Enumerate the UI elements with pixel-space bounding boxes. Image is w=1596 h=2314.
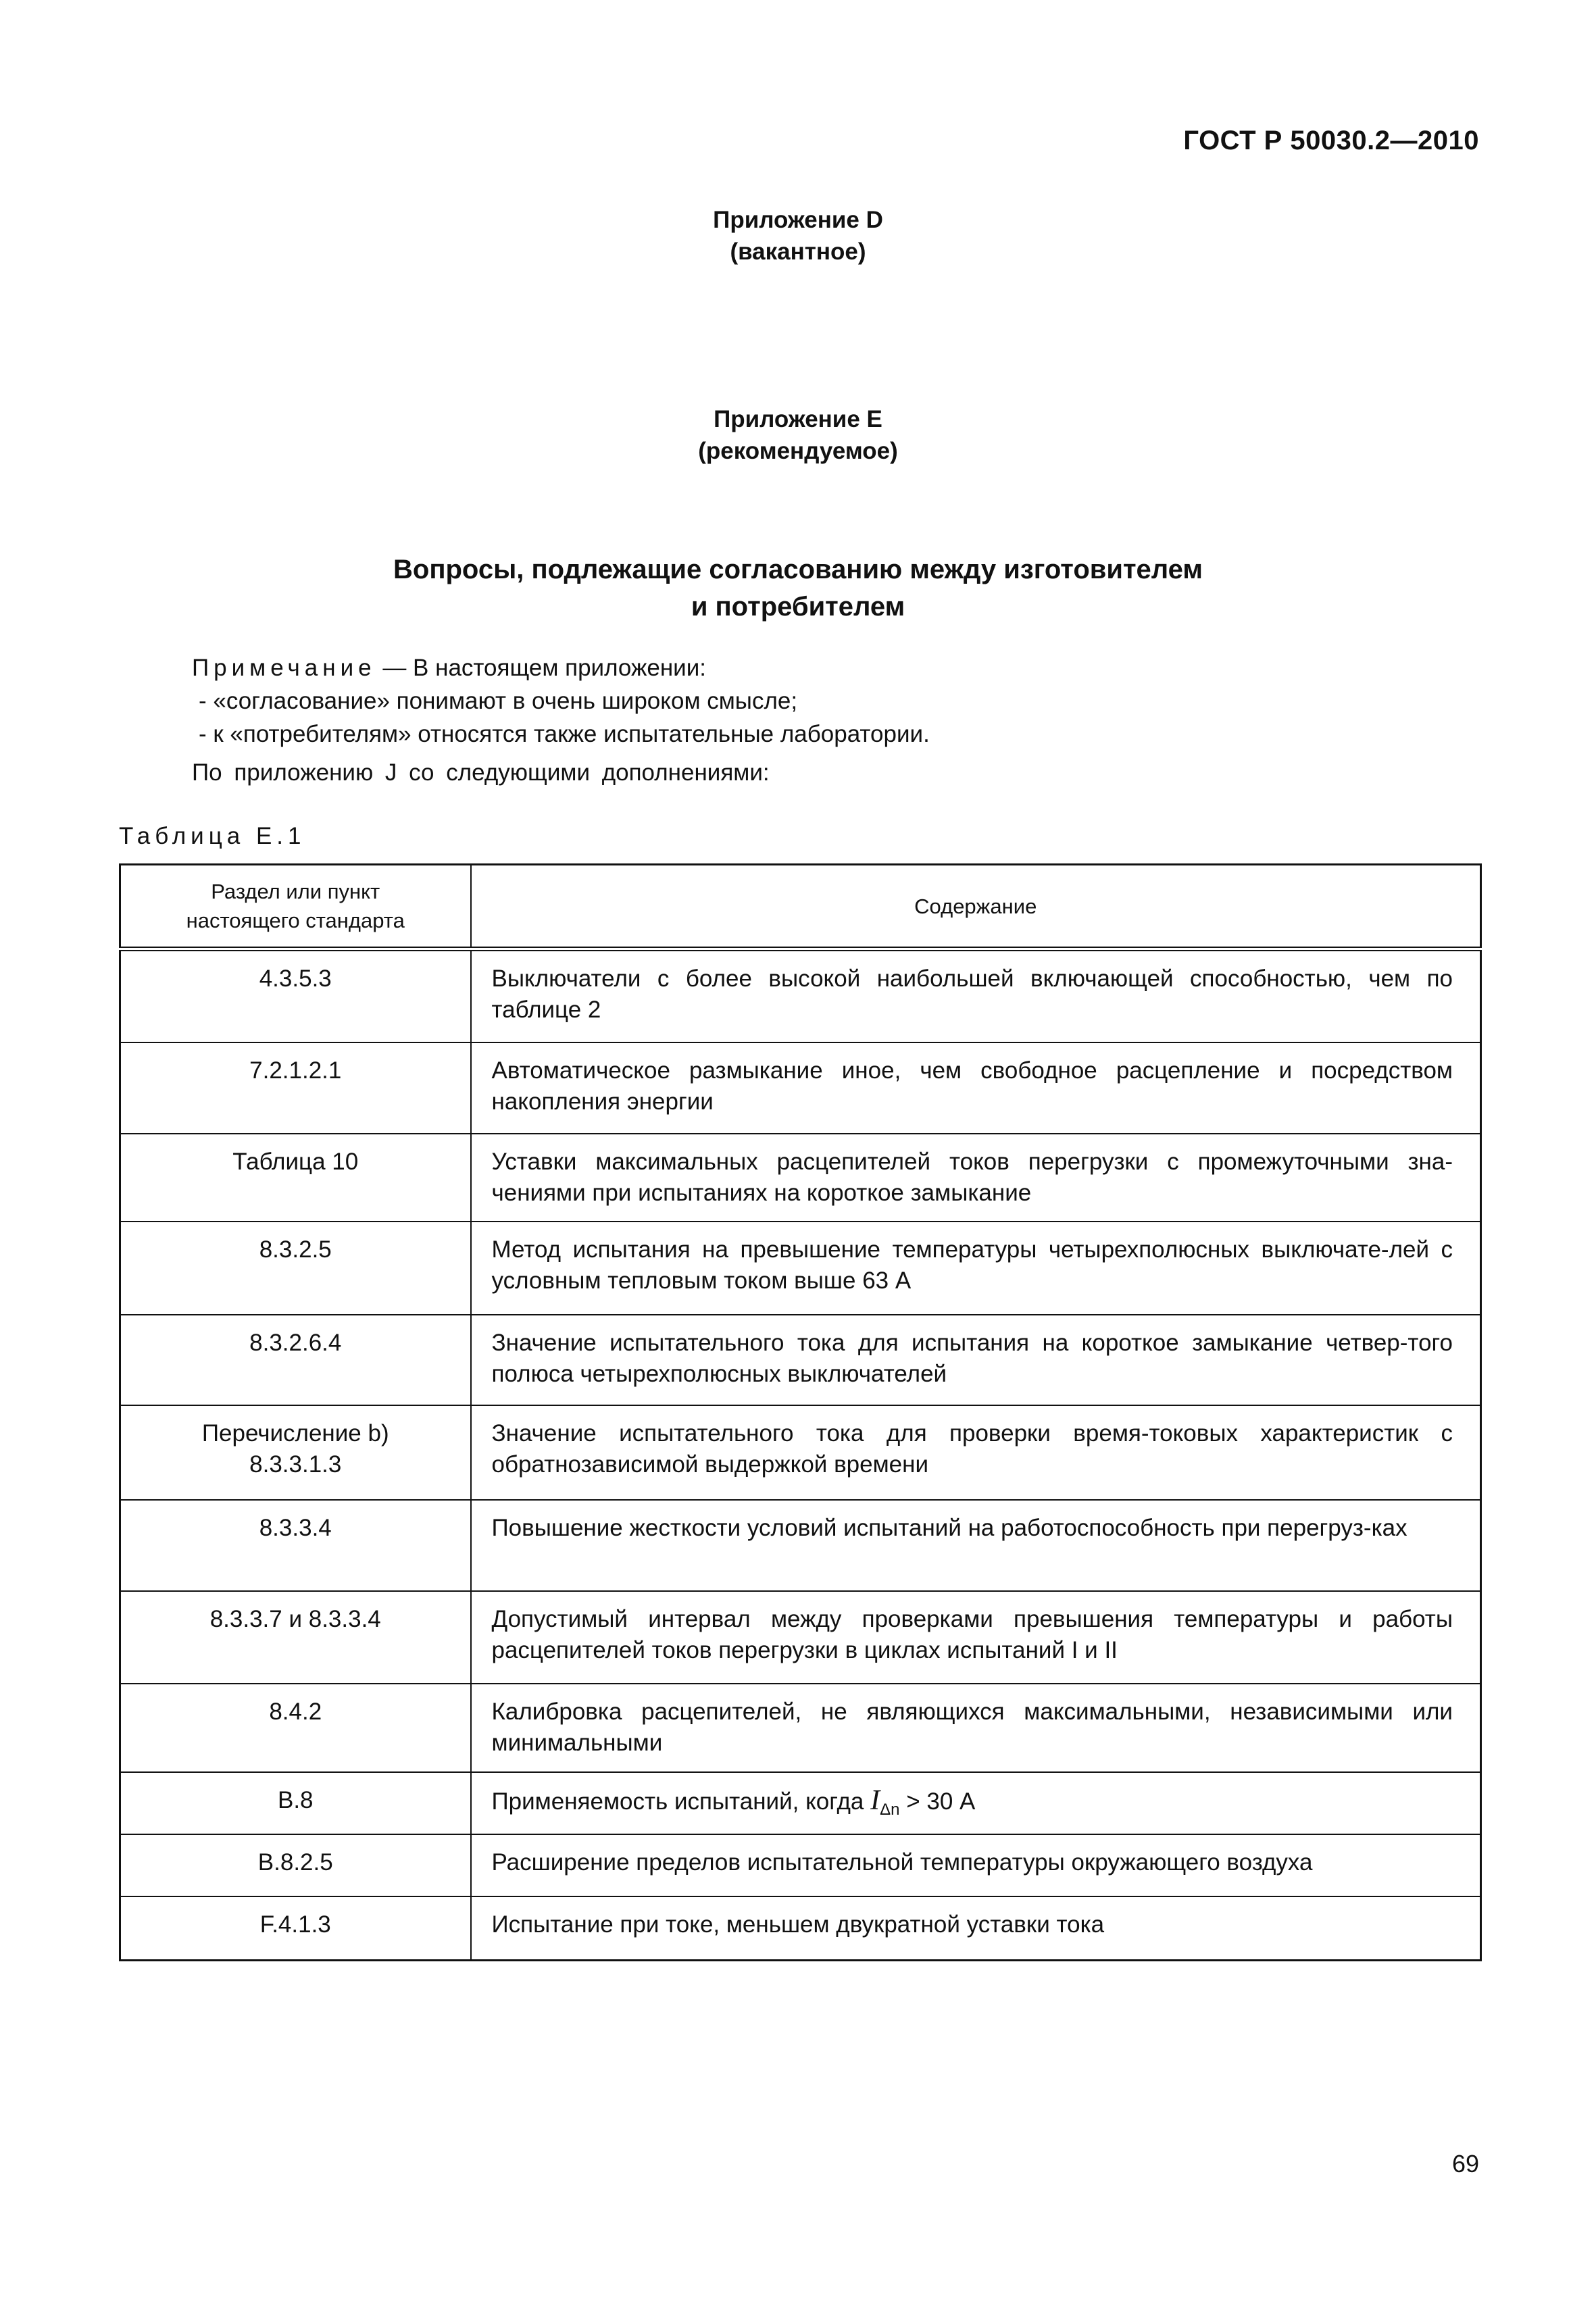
table-row xyxy=(120,1772,1481,1834)
column-header-content: Содержание xyxy=(471,865,1481,949)
table-cell-desc: Калибровка расцепителей, не являющихся максимальными, независимыми или минимальными xyxy=(471,1684,1481,1772)
table-cell-desc: Повышение жесткости условий испытаний на работоспособность при перегруз-ках xyxy=(471,1500,1481,1591)
note-item: - к «потребителям» относятся также испытательные лаборатории. xyxy=(199,721,930,747)
table-row xyxy=(120,1684,1481,1772)
annex-e-status: (рекомендуемое) xyxy=(698,438,898,464)
table-cell-desc: Расширение пределов испытательной температуры окружающего воздуха xyxy=(471,1834,1481,1896)
desc-text-after: > 30 А xyxy=(899,1788,976,1815)
table-caption: Таблица E.1 xyxy=(119,823,306,849)
column-header-section xyxy=(120,865,471,949)
annex-d-heading xyxy=(0,204,1596,268)
table-cell-ref: 7.2.1.2.1 xyxy=(120,1042,471,1134)
table-row xyxy=(120,1591,1481,1684)
table-cell-ref xyxy=(120,1405,471,1500)
column-header-section-line1: Раздел или пункт xyxy=(211,880,380,903)
table-cell-desc: Допустимый интервал между проверками превышения температуры и работы расцепителей токов перегрузки в циклах испытаний I и II xyxy=(471,1591,1481,1684)
table-cell-ref: 8.3.3.4 xyxy=(120,1500,471,1591)
annex-e-heading xyxy=(0,403,1596,467)
table-cell-desc: Выключатели с более высокой наибольшей включающей способностью, чем по таблице 2 xyxy=(471,949,1481,1043)
current-symbol-subscript: Δn xyxy=(880,1801,900,1819)
table-row xyxy=(120,1500,1481,1591)
table-cell-ref: B.8 xyxy=(120,1772,471,1834)
note-item: - «согласование» понимают в очень широком смысле; xyxy=(199,688,798,714)
intro-paragraph: По приложению J со следующими дополнениями: xyxy=(192,759,770,786)
table-cell-ref-line2: 8.3.3.1.3 xyxy=(249,1451,342,1478)
table-cell-ref: 8.4.2 xyxy=(120,1684,471,1772)
table-cell-ref: 8.3.3.7 и 8.3.3.4 xyxy=(120,1591,471,1684)
table-row xyxy=(120,1896,1481,1961)
table-cell-desc: Автоматическое размыкание иное, чем свободное расцепление и посредством накопления энергии xyxy=(471,1042,1481,1134)
table-header-row xyxy=(120,865,1481,949)
table-cell-desc: Значение испытательного тока для испытания на короткое замыкание четвер-того полюса четырехполюсных выключателей xyxy=(471,1315,1481,1405)
table-cell-desc: Значение испытательного тока для проверки время-токовых характеристик с обратнозависимой выдержкой времени xyxy=(471,1405,1481,1500)
table-cell-ref: F.4.1.3 xyxy=(120,1896,471,1961)
table-row xyxy=(120,1405,1481,1500)
note-intro: — В настоящем приложении: xyxy=(376,655,707,681)
table-cell-ref-line1: Перечисление b) xyxy=(201,1420,389,1447)
table-cell-ref: 8.3.2.6.4 xyxy=(120,1315,471,1405)
table-cell-desc xyxy=(471,1772,1481,1834)
table-row xyxy=(120,949,1481,1043)
section-title-line1: Вопросы, подлежащие согласованию между изготовителем xyxy=(393,555,1203,584)
table-cell-ref: Таблица 10 xyxy=(120,1134,471,1222)
annex-d-status: (вакантное) xyxy=(730,238,866,265)
table-row xyxy=(120,1042,1481,1134)
annex-e-title: Приложение E xyxy=(714,406,882,432)
note-label: Примечание xyxy=(192,655,376,681)
column-header-section-line2: настоящего стандарта xyxy=(186,909,405,932)
annex-d-title: Приложение D xyxy=(713,207,883,233)
table-cell-desc: Метод испытания на превышение температуры четырехполюсных выключате-лей с условным тепловым током выше 63 А xyxy=(471,1222,1481,1315)
page-number: 69 xyxy=(1451,2150,1479,2178)
current-symbol: I xyxy=(870,1785,880,1816)
section-title xyxy=(0,551,1596,626)
desc-text-before: Применяемость испытаний, когда xyxy=(491,1788,871,1815)
document-code: ГОСТ Р 50030.2—2010 xyxy=(1183,126,1479,155)
table-cell-desc: Уставки максимальных расцепителей токов перегрузки с промежуточными зна-чениями при испытаниях на короткое замыкание xyxy=(471,1134,1481,1222)
table-row xyxy=(120,1834,1481,1896)
table-cell-ref: 8.3.2.5 xyxy=(120,1222,471,1315)
note-block xyxy=(192,651,930,751)
requirements-table xyxy=(119,863,1482,1961)
table-cell-ref: 4.3.5.3 xyxy=(120,949,471,1043)
table-row xyxy=(120,1134,1481,1222)
note-heading xyxy=(192,651,930,684)
section-title-line2: и потребителем xyxy=(691,592,905,622)
table-row xyxy=(120,1315,1481,1405)
table-row xyxy=(120,1222,1481,1315)
table-cell-desc: Испытание при токе, меньшем двукратной уставки тока xyxy=(471,1896,1481,1961)
table-cell-ref: B.8.2.5 xyxy=(120,1834,471,1896)
